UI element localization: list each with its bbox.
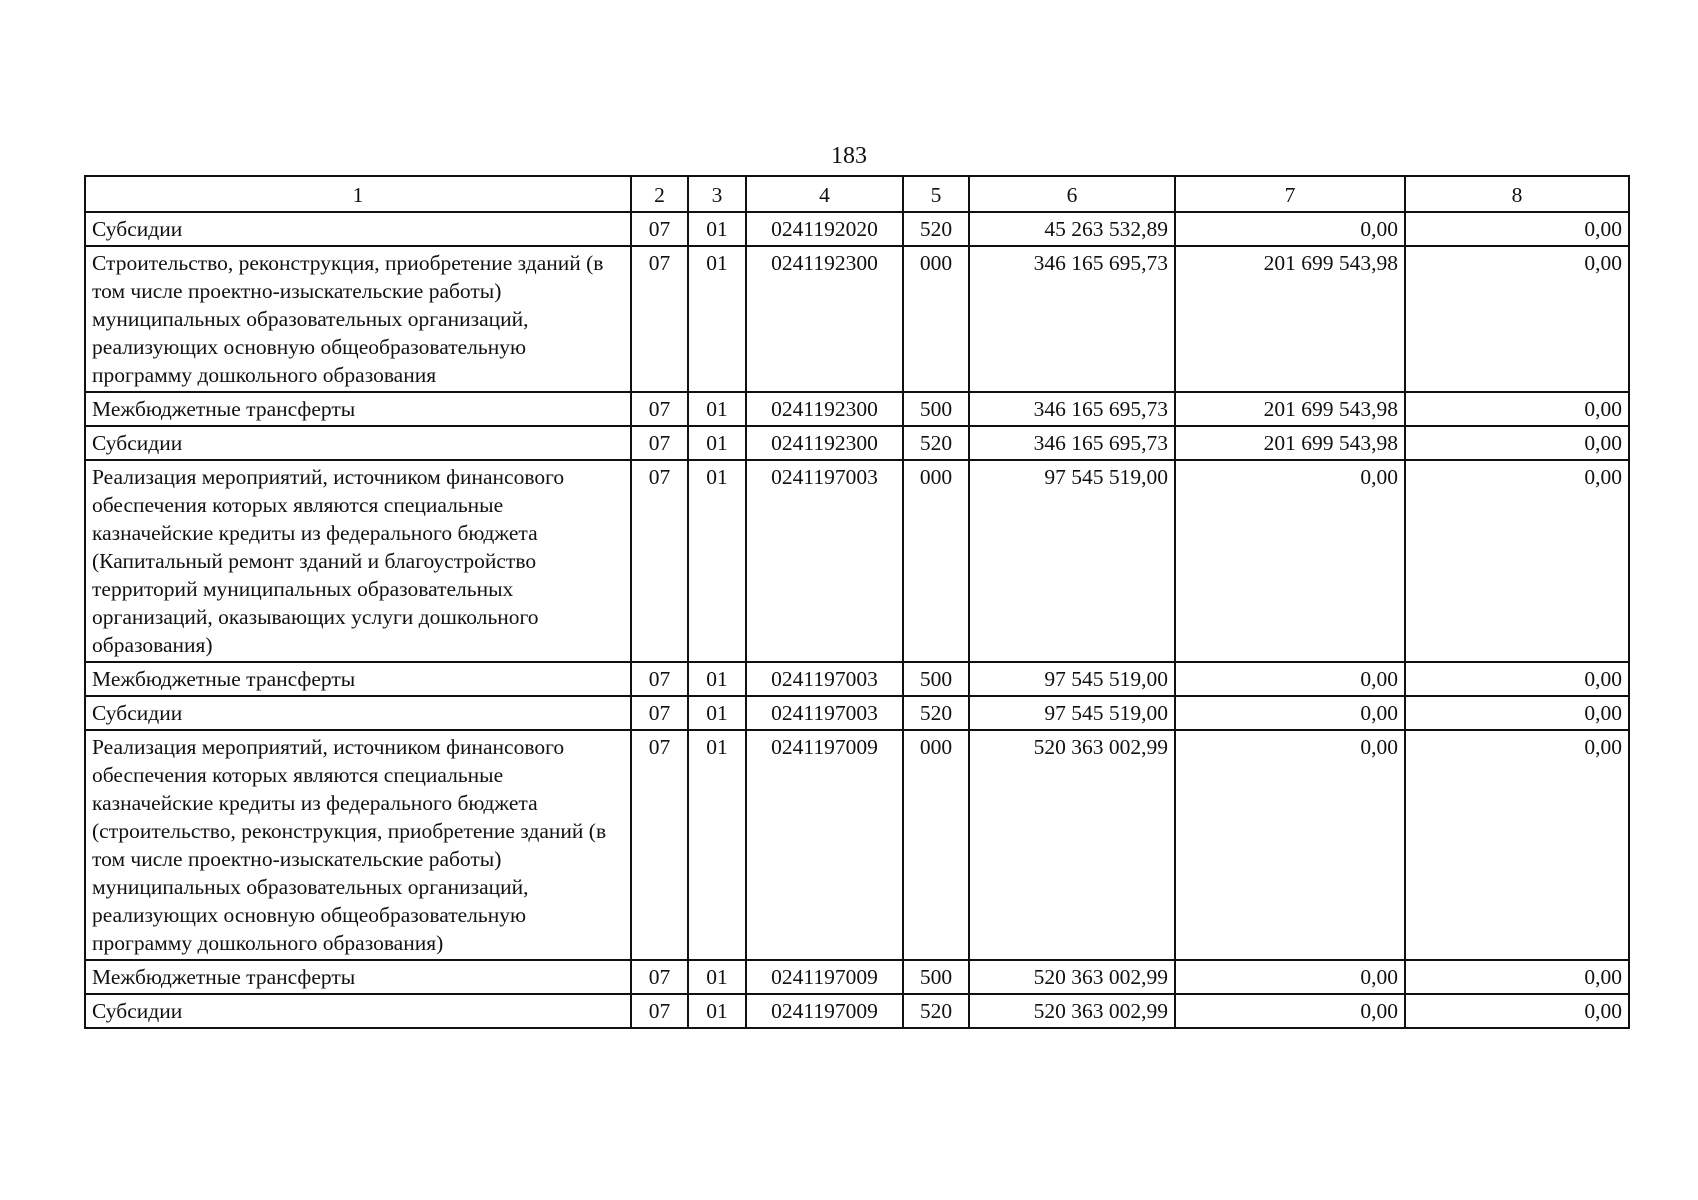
section-code: 07 bbox=[631, 246, 688, 392]
target-article-code: 0241197009 bbox=[746, 960, 903, 994]
table-row bbox=[85, 246, 1629, 392]
expense-type-code: 520 bbox=[903, 994, 969, 1028]
budget-table bbox=[84, 175, 1630, 1029]
amount-col8: 0,00 bbox=[1405, 246, 1629, 392]
section-code: 07 bbox=[631, 696, 688, 730]
table-row bbox=[85, 426, 1629, 460]
expense-type-code: 520 bbox=[903, 696, 969, 730]
amount-col8: 0,00 bbox=[1405, 960, 1629, 994]
section-code: 07 bbox=[631, 460, 688, 662]
column-header: 4 bbox=[746, 176, 903, 212]
amount-col8: 0,00 bbox=[1405, 460, 1629, 662]
row-name: Реализация мероприятий, источником финансового обеспечения которых являются специальные казначейские кредиты из федерального бюджета (Капитальный ремонт зданий и благоустройство территорий муниципальных образовательных организаций, оказывающих услуги дошкольного образования) bbox=[85, 460, 631, 662]
amount-col6: 97 545 519,00 bbox=[969, 662, 1175, 696]
target-article-code: 0241192300 bbox=[746, 392, 903, 426]
target-article-code: 0241192020 bbox=[746, 212, 903, 246]
amount-col7: 201 699 543,98 bbox=[1175, 246, 1405, 392]
amount-col6: 346 165 695,73 bbox=[969, 426, 1175, 460]
expense-type-code: 000 bbox=[903, 246, 969, 392]
target-article-code: 0241192300 bbox=[746, 246, 903, 392]
amount-col6: 520 363 002,99 bbox=[969, 730, 1175, 960]
target-article-code: 0241192300 bbox=[746, 426, 903, 460]
table-row bbox=[85, 730, 1629, 960]
amount-col8: 0,00 bbox=[1405, 696, 1629, 730]
subsection-code: 01 bbox=[688, 246, 746, 392]
table-row bbox=[85, 960, 1629, 994]
amount-col7: 0,00 bbox=[1175, 994, 1405, 1028]
amount-col6: 97 545 519,00 bbox=[969, 460, 1175, 662]
row-name: Субсидии bbox=[85, 696, 631, 730]
amount-col7: 0,00 bbox=[1175, 730, 1405, 960]
column-header: 3 bbox=[688, 176, 746, 212]
expense-type-code: 500 bbox=[903, 960, 969, 994]
amount-col8: 0,00 bbox=[1405, 730, 1629, 960]
expense-type-code: 000 bbox=[903, 460, 969, 662]
amount-col6: 520 363 002,99 bbox=[969, 960, 1175, 994]
row-name: Реализация мероприятий, источником финансового обеспечения которых являются специальные казначейские кредиты из федерального бюджета (строительство, реконструкция, приобретение зданий (в том числе проектно-изыскательские работы) муниципальных образовательных организаций, реализующих основную общеобразовательную программу дошкольного образования) bbox=[85, 730, 631, 960]
section-code: 07 bbox=[631, 212, 688, 246]
amount-col7: 201 699 543,98 bbox=[1175, 392, 1405, 426]
subsection-code: 01 bbox=[688, 426, 746, 460]
expense-type-code: 000 bbox=[903, 730, 969, 960]
row-name: Субсидии bbox=[85, 994, 631, 1028]
amount-col7: 0,00 bbox=[1175, 212, 1405, 246]
subsection-code: 01 bbox=[688, 960, 746, 994]
table-row bbox=[85, 696, 1629, 730]
row-name: Строительство, реконструкция, приобретение зданий (в том числе проектно-изыскательские работы) муниципальных образовательных организаций, реализующих основную общеобразовательную программу дошкольного образования bbox=[85, 246, 631, 392]
amount-col7: 201 699 543,98 bbox=[1175, 426, 1405, 460]
target-article-code: 0241197003 bbox=[746, 696, 903, 730]
amount-col7: 0,00 bbox=[1175, 696, 1405, 730]
amount-col8: 0,00 bbox=[1405, 426, 1629, 460]
table-row bbox=[85, 662, 1629, 696]
section-code: 07 bbox=[631, 960, 688, 994]
amount-col6: 520 363 002,99 bbox=[969, 994, 1175, 1028]
amount-col7: 0,00 bbox=[1175, 960, 1405, 994]
subsection-code: 01 bbox=[688, 662, 746, 696]
subsection-code: 01 bbox=[688, 212, 746, 246]
table-row bbox=[85, 460, 1629, 662]
row-name: Субсидии bbox=[85, 426, 631, 460]
amount-col6: 45 263 532,89 bbox=[969, 212, 1175, 246]
expense-type-code: 520 bbox=[903, 212, 969, 246]
subsection-code: 01 bbox=[688, 696, 746, 730]
column-header: 8 bbox=[1405, 176, 1629, 212]
amount-col6: 346 165 695,73 bbox=[969, 246, 1175, 392]
table-row bbox=[85, 994, 1629, 1028]
table-row bbox=[85, 212, 1629, 246]
section-code: 07 bbox=[631, 426, 688, 460]
section-code: 07 bbox=[631, 730, 688, 960]
amount-col8: 0,00 bbox=[1405, 994, 1629, 1028]
amount-col6: 346 165 695,73 bbox=[969, 392, 1175, 426]
row-name: Межбюджетные трансферты bbox=[85, 960, 631, 994]
target-article-code: 0241197009 bbox=[746, 994, 903, 1028]
section-code: 07 bbox=[631, 994, 688, 1028]
column-header: 2 bbox=[631, 176, 688, 212]
subsection-code: 01 bbox=[688, 460, 746, 662]
expense-type-code: 500 bbox=[903, 662, 969, 696]
section-code: 07 bbox=[631, 662, 688, 696]
subsection-code: 01 bbox=[688, 392, 746, 426]
subsection-code: 01 bbox=[688, 994, 746, 1028]
target-article-code: 0241197009 bbox=[746, 730, 903, 960]
section-code: 07 bbox=[631, 392, 688, 426]
amount-col8: 0,00 bbox=[1405, 212, 1629, 246]
expense-type-code: 500 bbox=[903, 392, 969, 426]
amount-col8: 0,00 bbox=[1405, 392, 1629, 426]
table-header-row bbox=[85, 176, 1629, 212]
row-name: Межбюджетные трансферты bbox=[85, 662, 631, 696]
amount-col7: 0,00 bbox=[1175, 662, 1405, 696]
column-header: 5 bbox=[903, 176, 969, 212]
table-row bbox=[85, 392, 1629, 426]
target-article-code: 0241197003 bbox=[746, 662, 903, 696]
amount-col6: 97 545 519,00 bbox=[969, 696, 1175, 730]
expense-type-code: 520 bbox=[903, 426, 969, 460]
subsection-code: 01 bbox=[688, 730, 746, 960]
page-number: 183 bbox=[831, 143, 867, 169]
row-name: Межбюджетные трансферты bbox=[85, 392, 631, 426]
amount-col7: 0,00 bbox=[1175, 460, 1405, 662]
column-header: 1 bbox=[85, 176, 631, 212]
column-header: 6 bbox=[969, 176, 1175, 212]
row-name: Субсидии bbox=[85, 212, 631, 246]
column-header: 7 bbox=[1175, 176, 1405, 212]
target-article-code: 0241197003 bbox=[746, 460, 903, 662]
amount-col8: 0,00 bbox=[1405, 662, 1629, 696]
